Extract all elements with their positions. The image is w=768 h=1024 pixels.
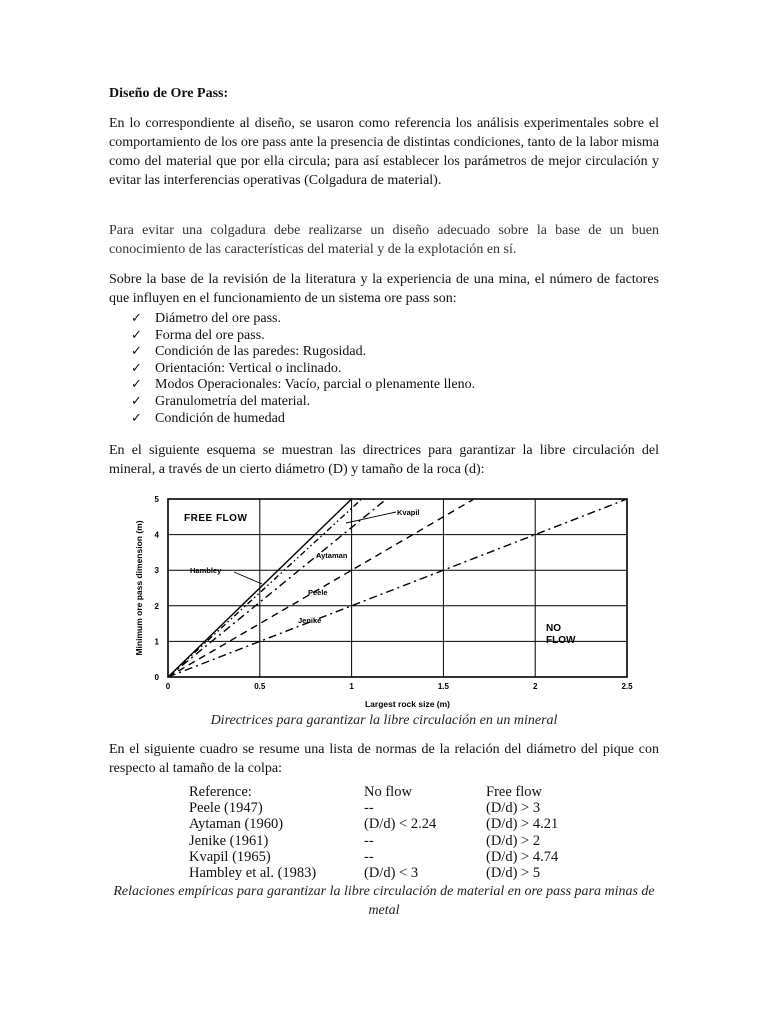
- leader-line: [234, 572, 262, 584]
- checklist-item: ✓ Diámetro del ore pass.: [131, 311, 281, 326]
- y-axis-label: Minimum ore pass dimension (m): [134, 520, 144, 656]
- flow-guideline-chart: [132, 492, 642, 714]
- check-mark-icon: ✓: [131, 344, 142, 360]
- y-tick-label: 3: [154, 566, 159, 576]
- region-label-no-flow: NO: [546, 623, 561, 634]
- table-row: [189, 800, 606, 816]
- y-tick-label: 1: [154, 637, 159, 647]
- region-label-free-flow: FREE FLOW: [184, 513, 248, 524]
- table-row: [189, 816, 606, 832]
- table-header: Free flow: [486, 784, 542, 800]
- y-tick-label: 4: [154, 530, 159, 540]
- table-header-row: [189, 784, 606, 800]
- checklist-item: ✓ Condición de las paredes: Rugosidad.: [131, 344, 367, 360]
- series-label: Jenike: [298, 616, 322, 625]
- x-tick-label: 0: [165, 682, 171, 691]
- region-label-no-flow: FLOW: [546, 635, 576, 646]
- leader-line: [346, 512, 396, 523]
- check-mark-icon: ✓: [131, 410, 142, 426]
- x-tick-label: 2: [532, 682, 538, 691]
- table-cell: (D/d) < 2.24: [364, 816, 437, 833]
- x-tick-label: 1: [349, 682, 354, 691]
- table-cell: --: [364, 848, 374, 865]
- table-row: [189, 849, 606, 865]
- check-mark-icon: ✓: [131, 393, 142, 409]
- check-mark-icon: ✓: [131, 327, 142, 343]
- check-mark-icon: ✓: [131, 360, 142, 376]
- figure-caption: Directrices para garantizar la libre circulación en un mineral: [210, 713, 558, 728]
- chart-svg: [132, 492, 642, 714]
- x-tick-label: 1.5: [437, 682, 449, 691]
- table-cell: (D/d) > 4.21: [486, 816, 559, 833]
- table-cell: --: [364, 800, 374, 817]
- paragraph-intro: En lo correspondiente al diseño, se usaron como referencia los análisis experimentales sobre el comportamiento de los ore pass ante la presencia de distintas condiciones, tanto de la labor misma como del material que por ella circula; para así establecer los parámetros de mejor circulación y evitar las interferencias operativas (Colgadura de material).: [109, 116, 659, 188]
- table-cell: (D/d) > 4.74: [486, 848, 559, 865]
- paragraph-colgadura: Para evitar una colgadura debe realizarse un diseño adecuado sobre la base de un buen conocimiento de las características del material y de la explotación en sí.: [109, 223, 659, 257]
- check-mark-icon: ✓: [131, 377, 142, 393]
- y-tick-label: 0: [154, 673, 159, 682]
- table-cell: Hambley et al. (1983): [189, 865, 317, 882]
- table-cell: --: [364, 832, 374, 849]
- y-tick-label: 2: [154, 601, 159, 611]
- x-axis-label: Largest rock size (m): [364, 699, 451, 709]
- checklist-item: ✓ Orientación: Vertical o inclinado.: [131, 360, 342, 376]
- table-row: [189, 833, 606, 849]
- table-cell: Peele (1947): [189, 800, 263, 817]
- table-cell: Jenike (1961): [189, 832, 269, 849]
- check-mark-icon: ✓: [131, 311, 142, 326]
- table-row: [189, 865, 606, 881]
- table-cell: (D/d) > 2: [486, 832, 541, 849]
- x-tick-label: 2.5: [621, 682, 633, 691]
- table-caption: Relaciones empíricas para garantizar la libre circulación de material en ore pass para minas de metal: [113, 884, 655, 918]
- empirical-relations-table: [189, 784, 606, 881]
- table-cell: (D/d) < 3: [364, 865, 419, 882]
- table-cell: (D/d) > 3: [486, 800, 541, 817]
- series-label: Aytaman: [316, 551, 348, 560]
- series-label: Peele: [308, 588, 328, 597]
- checklist-item: ✓ Granulometría del material.: [131, 393, 311, 409]
- series-label: Hambley: [190, 566, 222, 575]
- table-cell: Kvapil (1965): [189, 848, 271, 865]
- section-title: Diseño de Ore Pass:: [109, 86, 229, 101]
- x-tick-label: 0.5: [254, 682, 266, 691]
- paragraph-factors: Sobre la base de la revisión de la literatura y la experiencia de una mina, el número de factores que influyen en el funcionamiento de un sistema ore pass son:: [109, 272, 659, 306]
- table-cell: Aytaman (1960): [189, 816, 284, 833]
- table-header: No flow: [364, 784, 412, 800]
- y-tick-label: 5: [154, 495, 159, 504]
- paragraph-schema: En el siguiente esquema se muestran las directrices para garantizar la libre circulación del mineral, a través de un cierto diámetro (D) y tamaño de la roca (d):: [109, 443, 659, 477]
- factors-checklist: [131, 311, 475, 427]
- checklist-item: ✓ Modos Operacionales: Vacío, parcial o plenamente lleno.: [131, 377, 476, 393]
- paragraph-table-intro: En el siguiente cuadro se resume una lista de normas de la relación del diámetro del pique con respecto al tamaño de la colpa:: [109, 742, 659, 776]
- series-label: Kvapil: [397, 508, 420, 517]
- checklist-item: ✓ Forma del ore pass.: [131, 327, 265, 343]
- series-line-aytaman: [168, 499, 386, 677]
- table-header: Reference:: [189, 784, 252, 800]
- table-cell: (D/d) > 5: [486, 865, 541, 882]
- series-line-kvapil: [168, 499, 362, 677]
- series-line-jenike: [168, 499, 627, 677]
- checklist-item: ✓ Condición de humedad: [131, 410, 285, 426]
